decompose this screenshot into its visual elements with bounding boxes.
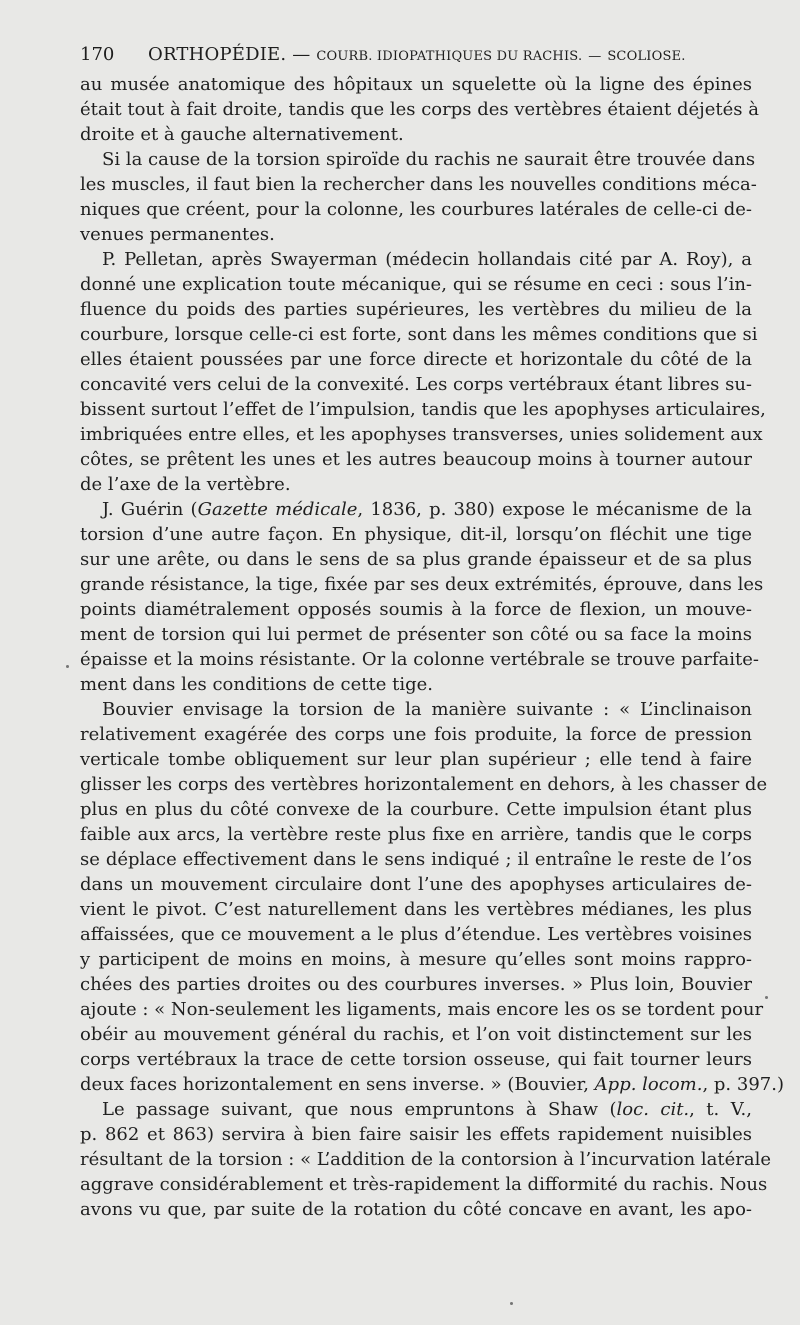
text-line: donné une explication toute mécanique, qui se résume en ceci : sous l’in- [80,274,752,295]
text-line: au musée anatomique des hôpitaux un squelette où la ligne des épines [80,74,752,95]
text-line: faible aux arcs, la vertèbre reste plus fixe en arrière, tandis que le corps [80,824,752,845]
text-line: se déplace effectivement dans le sens indiqué ; il entraîne le reste de l’os [80,849,752,870]
running-head-text [148,44,686,65]
text-fragment: , t. V., [689,1099,752,1120]
text-line: concavité vers celui de la convexité. Les corps vertébraux étant libres su- [80,374,753,395]
text-line: verticale tombe obliquement sur leur plan supérieur ; elle tend à faire [80,749,752,770]
print-speck [765,996,768,999]
text-line: corps vertébraux la trace de cette torsion osseuse, qui fait tourner leurs [80,1049,752,1070]
text-line: dans un mouvement circulaire dont l’une des apophyses articulaires de- [80,874,752,895]
text-fragment: , p. 397.) [702,1074,784,1095]
header-dash-2: — [588,49,602,64]
header-topic: SCOLIOSE. [607,49,686,64]
text-line: côtes, se prêtent les unes et les autres beaucoup moins à tourner autour [80,449,752,470]
paragraph-5 [80,697,784,1097]
text-line: avons vu que, par suite de la rotation du côté concave en avant, les apo- [80,1199,752,1220]
citation-abbrev: loc. cit. [616,1099,690,1120]
text-line: p. 862 et 863) servira à bien faire saisir les effets rapidement nuisibles [80,1124,752,1145]
text-line [80,497,752,522]
header-dash-1: — [292,44,311,65]
text-line: grande résistance, la tige, fixée par ses deux extrémités, éprouve, dans les [80,574,764,595]
text-line: courbure, lorsque celle-ci est forte, sont dans les mêmes conditions que si [80,324,758,345]
text-line [80,1072,784,1097]
text-line: relativement exagérée des corps une fois produite, la force de pression [80,724,752,745]
text-line: y participent de moins en moins, à mesure qu’elles sont moins rappro- [80,949,752,970]
print-speck [510,1302,513,1305]
text-line: de l’axe de la vertèbre. [80,474,291,495]
text-line: ment de torsion qui lui permet de présenter son côté ou sa face la moins [80,624,752,645]
text-line: bissent surtout l’effet de l’impulsion, tandis que les apophyses articulaires, [80,399,766,420]
text-line: torsion d’une autre façon. En physique, dit-il, lorsqu’on fléchit une tige [80,524,752,545]
page-number: 170 [80,44,115,65]
text-line: imbriquées entre elles, et les apophyses transverses, unies solidement aux [80,424,763,445]
text-line: elles étaient poussées par une force directe et horizontale du côté de la [80,349,752,370]
text-fragment: , 1836, p. 380) expose le mécanisme de la [357,499,752,520]
paragraph-3 [80,247,766,497]
text-line: épaisse et la moins résistante. Or la colonne vertébrale se trouve parfaite- [80,649,759,670]
paragraph-6 [80,1097,771,1222]
text-line: résultant de la torsion : « L’addition de la contorsion à l’incurvation latérale [80,1149,771,1170]
text-line: Si la cause de la torsion spiroïde du rachis ne saurait être trouvée dans [102,149,756,170]
text-line: points diamétralement opposés soumis à la force de flexion, un mouve- [80,599,752,620]
text-line: obéir au mouvement général du rachis, et l’on voit distinctement sur les [80,1024,752,1045]
text-line: Bouvier envisage la torsion de la manière suivante : « L’inclinaison [102,699,752,720]
text-line: venues permanentes. [80,224,275,245]
book-title: App. locom. [594,1074,703,1095]
text-line: glisser les corps des vertèbres horizontalement en dehors, à les chasser de [80,774,768,795]
text-line: droite et à gauche alternativement. [80,124,404,145]
body-text [80,72,784,1222]
text-line: vient le pivot. C’est naturellement dans les vertèbres médianes, les plus [80,899,752,920]
text-line: plus en plus du côté convexe de la courbure. Cette impulsion étant plus [80,799,752,820]
text-fragment: J. Guérin ( [102,499,198,520]
running-header [80,44,752,68]
paragraph-1 [80,72,759,147]
journal-title: Gazette médicale [197,499,358,520]
text-line: les muscles, il faut bien la rechercher dans les nouvelles conditions méca- [80,174,757,195]
text-line: sur une arête, ou dans le sens de sa plus grande épaisseur et de sa plus [80,549,752,570]
text-line: ajoute : « Non-seulement les ligaments, mais encore les os se tordent pour [80,999,764,1020]
text-line: affaissées, que ce mouvement a le plus d’étendue. Les vertèbres voisines [80,924,752,945]
text-line: aggrave considérablement et très-rapidement la difformité du rachis. Nous [80,1174,768,1195]
paragraph-2 [80,147,757,247]
text-line: P. Pelletan, après Swayerman (médecin hollandais cité par A. Roy), a [102,249,752,270]
text-line: ment dans les conditions de cette tige. [80,674,433,695]
header-subtitle: COURB. IDIOPATHIQUES DU RACHIS. [316,49,583,64]
text-line: était tout à fait droite, tandis que les corps des vertèbres étaient déjetés à [80,99,759,120]
text-fragment: deux faces horizontalement en sens inverse. » (Bouvier, [80,1074,589,1095]
text-line: fluence du poids des parties supérieures, les vertèbres du milieu de la [80,299,752,320]
text-line [80,1097,752,1122]
text-line: chées des parties droites ou des courbures inverses. » Plus loin, Bouvier [80,974,752,995]
text-fragment: Le passage suivant, que nous empruntons à Shaw ( [102,1099,617,1120]
section-title: ORTHOPÉDIE. [148,44,287,65]
print-speck [66,665,69,668]
text-line: niques que créent, pour la colonne, les courbures latérales de celle-ci de- [80,199,752,220]
paragraph-4 [80,497,764,697]
